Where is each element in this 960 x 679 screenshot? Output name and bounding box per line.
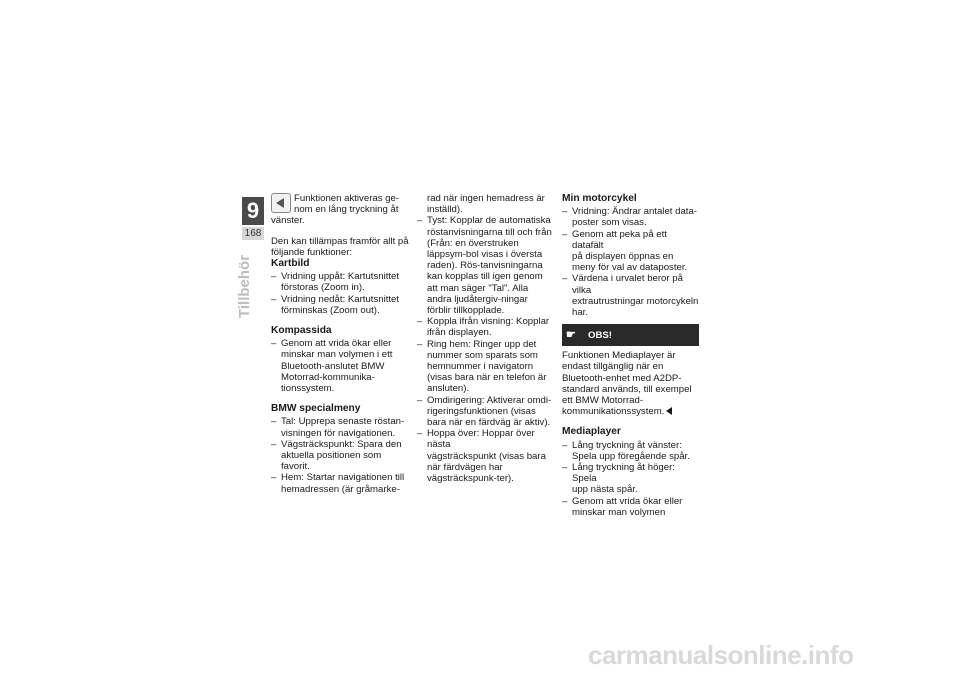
list-item-cont: upp nästa spår. [572, 484, 638, 496]
column-2 [417, 193, 553, 484]
intro-line: nom en lång tryckning åt [294, 204, 399, 216]
list-item: – Omdirigering: Aktiverar omdi- [417, 395, 553, 406]
list-item-cont: extrautrustningar motorcykeln har. [572, 295, 699, 319]
heading-kartbild: Kartbild [271, 258, 310, 270]
pointing-hand-icon: ☛ [566, 329, 576, 342]
list-item-cont: förminskas (Zoom out). [281, 304, 380, 316]
note-label: OBS! [588, 329, 612, 341]
list-item-cont: aktuella positionen som favorit. [281, 450, 382, 473]
heading-mediaplayer: Mediaplayer [562, 426, 621, 438]
list-item: – Hem: Startar navigationen till [271, 472, 411, 483]
chapter-title: Tillbehör [236, 254, 253, 318]
list-item: – Genom att vrida ökar eller [271, 338, 411, 349]
list-item-cont: ifrån displayen. [427, 327, 492, 339]
list-item: – Hoppa över: Hoppar över nästa [417, 428, 553, 450]
list-item: – Genom att peka på ett datafält [562, 229, 699, 251]
heading-bmw-specialmeny: BMW specialmeny [271, 403, 361, 415]
list-item: – Lång tryckning åt vänster: [562, 440, 699, 451]
list-item: – Värdena i urvalet beror på vilka [562, 273, 699, 295]
heading-kompassida: Kompassida [271, 325, 332, 337]
list-item: – Koppla ifrån visning: Kopplar [417, 316, 553, 327]
list-item-cont: rigeringsfunktionen (visas bara när en färdväg är aktiv). [427, 405, 551, 429]
page-number: 168 [242, 227, 264, 240]
list-item: – Lång tryckning åt höger: Spela [562, 462, 699, 484]
list-item-cont: minskar man volymen [572, 506, 666, 518]
list-item-cont: röstanvisningarna till och från (Från: en överstruken läppsym-bol visas i översta raden). Rös-tanvisningarna kan kopplas till igen genom att man säger "Tal". Alla andra ljudåtergiv-ningar förblir tillkopplade. [427, 226, 552, 317]
column-1 [271, 193, 411, 495]
list-item-cont: minskar man volymen i ett Bluetooth-anslutet BMW Motorrad-kommunika-tionssystem. [281, 349, 393, 395]
list-item-cont: förstoras (Zoom in). [281, 282, 365, 294]
list-item: – Vridning nedåt: Kartutsnittet [271, 294, 411, 305]
note-banner [562, 324, 699, 346]
list-item: – Genom att vrida ökar eller [562, 496, 699, 507]
list-item-cont: rad när ingen hemadress är inställd). [427, 193, 545, 216]
list-item-cont: poster som visas. [572, 217, 647, 229]
column-3 [562, 193, 699, 518]
chapter-number: 9 [242, 197, 264, 225]
list-item: – Ring hem: Ringer upp det [417, 339, 553, 350]
list-item-cont: nummer som sparats som hemnummer i navigatorn (visas bara när en telefon är ansluten). [427, 349, 547, 395]
intro-line: vänster. [271, 215, 305, 227]
list-item-cont: visningen för navigationen. [281, 427, 396, 439]
list-item-cont: hemadressen (är gråmarke- [281, 483, 400, 495]
list-item-cont: på displayen öppnas en meny för val av dataposter. [572, 251, 688, 274]
intro-line: Funktionen aktiveras ge- [294, 193, 400, 204]
list-item: – Tal: Upprepa senaste röstan- [271, 416, 411, 427]
back-arrow-icon [271, 193, 291, 213]
list-item: – Tyst: Kopplar de automatiska [417, 215, 553, 226]
list-item-cont: vägsträckspunkt (visas bara när färdvägen har vägsträckspunk-ter). [427, 450, 546, 485]
heading-min-motorcykel: Min motorcykel [562, 193, 637, 204]
paragraph: Den kan tillämpas framför allt på följande funktioner: [271, 235, 409, 258]
list-item: – Vridning uppåt: Kartutsnittet [271, 271, 411, 282]
note-text: Funktionen Mediaplayer är endast tillgänglig när en Bluetooth-enhet med A2DP-standard används, till exempel ett BMW Motorrad-kommunikationssystem. [562, 350, 692, 418]
list-item: – Vägsträckspunkt: Spara den [271, 439, 411, 450]
list-item-cont: Spela upp föregående spår. [572, 450, 690, 462]
end-mark-icon [666, 407, 672, 415]
watermark: carmanualsonline.info [588, 640, 854, 670]
list-item: – Vridning: Ändrar antalet data- [562, 206, 699, 217]
